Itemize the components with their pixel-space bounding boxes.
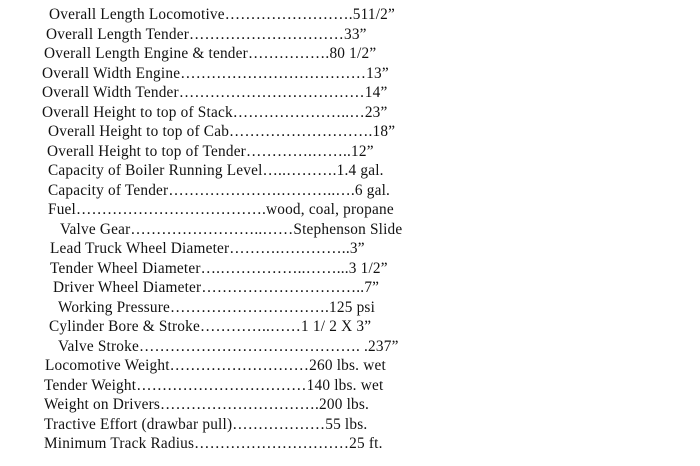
spec-row-text: Overall Length Engine & tender…………….80 1/2” bbox=[44, 45, 377, 62]
spec-row-locomotive-weight bbox=[45, 356, 639, 376]
spec-row-text: Driver Wheel Diameter…………………………..7” bbox=[53, 279, 380, 296]
spec-row-valve-stroke bbox=[58, 337, 639, 357]
spec-row-valve-gear bbox=[60, 220, 639, 240]
spec-row-text: Tender Wheel Diameter….……………..……...3 1/2” bbox=[50, 259, 388, 277]
spec-row-text: Lead Truck Wheel Diameter……….…………..3” bbox=[50, 240, 365, 257]
spec-row-text: Overall Length Locomotive…………………….511/2” bbox=[49, 6, 396, 23]
spec-row-overall-height-stack bbox=[42, 103, 639, 123]
spec-row-text: Locomotive Weight………………………260 lbs. wet bbox=[45, 357, 386, 374]
spec-row-capacity-boiler bbox=[48, 161, 639, 181]
spec-row-text: Capacity of Tender………………….………..….6 gal. bbox=[48, 181, 391, 199]
spec-row-driver-wheel bbox=[53, 278, 639, 298]
spec-row-text: Tender Weight……………………………140 lbs. wet bbox=[44, 376, 384, 394]
spec-row-text: Cylinder Bore & Stroke…………..……1 1/ 2 X 3” bbox=[49, 318, 372, 335]
spec-row-working-pressure bbox=[58, 298, 639, 318]
spec-row-text: Fuel……………………………….wood, coal, propane bbox=[48, 201, 394, 218]
spec-row-capacity-tender bbox=[48, 181, 639, 201]
spec-row-cylinder-bore-stroke bbox=[49, 317, 639, 337]
spec-row-text: Valve Stroke……………………………………. .237” bbox=[58, 337, 399, 355]
spec-row-text: Capacity of Boiler Running Level…..……….1.4 gal. bbox=[48, 162, 384, 179]
spec-row-text: Valve Gear……………………..……Stephenson Slide bbox=[60, 220, 403, 238]
spec-row-text: Weight on Drivers………………………….200 lbs. bbox=[44, 396, 370, 413]
spec-row-text: Minimum Track Radius…………………………25 ft. bbox=[44, 435, 383, 452]
spec-row-text: Tractive Effort (drawbar pull)………………55 lbs. bbox=[44, 415, 368, 433]
spec-row-fuel bbox=[48, 200, 639, 220]
spec-row-tractive-effort bbox=[44, 415, 639, 435]
spec-row-text: Overall Height to top of Stack…………………..…23” bbox=[42, 103, 388, 121]
spec-row-overall-width-engine bbox=[42, 64, 639, 84]
spec-row-text: Overall Width Engine………………………………13” bbox=[42, 64, 389, 82]
spec-row-tender-wheel bbox=[50, 259, 639, 279]
spec-row-overall-width-tender bbox=[42, 83, 639, 103]
spec-row-overall-length-engine-tender bbox=[44, 44, 639, 64]
spec-row-overall-height-tender bbox=[47, 142, 639, 162]
spec-row-minimum-track-radius bbox=[44, 434, 639, 454]
spec-row-text: Working Pressure………………………….125 psi bbox=[58, 298, 376, 316]
spec-row-text: Overall Height to top of Tender………….……..12” bbox=[47, 142, 374, 160]
spec-row-text: Overall Length Tender…………………………33” bbox=[46, 25, 367, 43]
spec-row-tender-weight bbox=[44, 376, 639, 396]
spec-row-text: Overall Height to top of Cab……………………….18” bbox=[48, 123, 396, 140]
spec-row-overall-length-tender bbox=[46, 25, 639, 45]
spec-row-overall-length-locomotive bbox=[49, 5, 639, 25]
spec-row-lead-truck-wheel bbox=[50, 239, 639, 259]
spec-row-text: Overall Width Tender………………………………14” bbox=[42, 84, 388, 101]
spec-row-overall-height-cab bbox=[48, 122, 639, 142]
spec-row-weight-on-drivers bbox=[44, 395, 639, 415]
